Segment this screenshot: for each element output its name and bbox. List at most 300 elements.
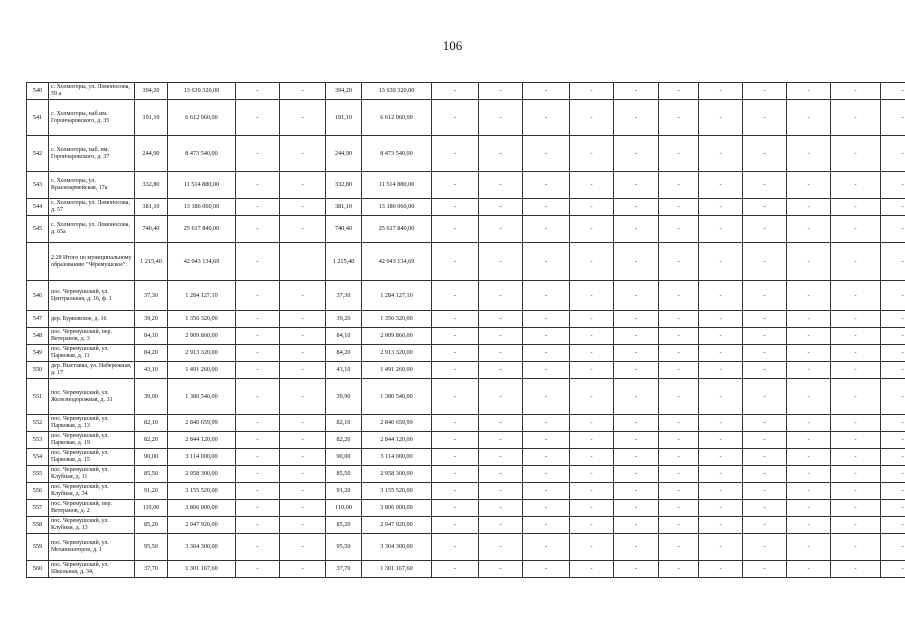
dash-cell: - [787, 534, 831, 561]
area-cell: 85,20 [135, 517, 168, 534]
dash-cell: - [881, 362, 905, 379]
cost-cell: 25 617 840,00 [168, 216, 236, 243]
dash-cell: - [236, 216, 280, 243]
address-cell: пос. Черемушский, ул. Центральная, д. 16, ф. 1 [49, 281, 135, 311]
dash-cell: - [743, 379, 787, 415]
row-number: 552 [27, 415, 49, 432]
table-row [27, 449, 905, 466]
cost-cell: 2 947 920,00 [362, 517, 432, 534]
dash-cell: - [570, 379, 614, 415]
dash-cell: - [236, 83, 280, 100]
table-row [27, 432, 905, 449]
dash-cell: - [831, 345, 881, 362]
dash-cell: - [831, 216, 881, 243]
dash-cell: - [881, 100, 905, 136]
dash-cell: - [479, 328, 523, 345]
row-number: 555 [27, 466, 49, 483]
dash-cell: - [432, 311, 479, 328]
cost-cell: 11 514 880,00 [168, 172, 236, 199]
dash-cell: - [699, 466, 743, 483]
dash-cell: - [280, 216, 326, 243]
dash-cell: - [236, 483, 280, 500]
cost-cell: 2 909 860,00 [168, 328, 236, 345]
cost-cell: 1 356 320,00 [362, 311, 432, 328]
area-cell: 39,20 [135, 311, 168, 328]
dash-cell: - [699, 561, 743, 578]
cost-cell: 2 844 120,00 [362, 432, 432, 449]
dash-cell: - [743, 449, 787, 466]
cost-cell: 42 043 134,69 [168, 243, 236, 281]
dash-cell: - [881, 517, 905, 534]
address-cell: 2.28 Итого по муниципальному образованию "Чёремушское": [49, 243, 135, 281]
dash-cell: - [432, 281, 479, 311]
dash-cell: - [570, 172, 614, 199]
cost-cell: 3 155 520,00 [168, 483, 236, 500]
dash-cell: - [614, 281, 659, 311]
address-cell: с. Холмогоры, ул. Красноармейская, 17а [49, 172, 135, 199]
area-cell: 110,00 [135, 500, 168, 517]
dash-cell: - [831, 328, 881, 345]
dash-cell: - [699, 432, 743, 449]
dash-cell: - [432, 362, 479, 379]
dash-cell: - [831, 172, 881, 199]
dash-cell: - [523, 216, 570, 243]
dash-cell: - [523, 362, 570, 379]
dash-cell: - [280, 83, 326, 100]
dash-cell: - [479, 432, 523, 449]
dash-cell: - [881, 136, 905, 172]
cost-cell: 13 639 320,00 [168, 83, 236, 100]
dash-cell: - [659, 136, 699, 172]
row-number: 547 [27, 311, 49, 328]
dash-cell: - [831, 362, 881, 379]
dash-cell: - [787, 362, 831, 379]
dash-cell: - [523, 534, 570, 561]
dash-cell: - [479, 172, 523, 199]
dash-cell: - [787, 379, 831, 415]
row-number: 559 [27, 534, 49, 561]
dash-cell: - [432, 415, 479, 432]
dash-cell: - [236, 281, 280, 311]
dash-cell: - [743, 328, 787, 345]
dash-cell: - [787, 199, 831, 216]
dash-cell: - [570, 328, 614, 345]
dash-cell: - [831, 415, 881, 432]
dash-cell: - [787, 216, 831, 243]
cost-cell: 1 301 167,60 [362, 561, 432, 578]
dash-cell: - [787, 83, 831, 100]
area-cell: 37,70 [135, 561, 168, 578]
dash-cell: - [659, 243, 699, 281]
dash-cell: - [743, 483, 787, 500]
table-row [27, 466, 905, 483]
dash-cell: - [432, 500, 479, 517]
dash-cell: - [479, 243, 523, 281]
dash-cell: - [614, 534, 659, 561]
table-row [27, 83, 905, 100]
dash-cell: - [570, 466, 614, 483]
dash-cell: - [280, 534, 326, 561]
dash-cell: - [743, 415, 787, 432]
dash-cell: - [659, 483, 699, 500]
dash-cell: - [570, 517, 614, 534]
cost-cell: 2 844 120,00 [168, 432, 236, 449]
row-number: 548 [27, 328, 49, 345]
dash-cell: - [280, 561, 326, 578]
dash-cell: - [831, 449, 881, 466]
area-cell: 37,30 [135, 281, 168, 311]
dash-cell: - [699, 517, 743, 534]
dash-cell: - [787, 561, 831, 578]
dash-cell: - [614, 362, 659, 379]
dash-cell: - [280, 100, 326, 136]
cost-cell: 2 840 659,99 [168, 415, 236, 432]
page-number: 106 [442, 38, 463, 53]
dash-cell: - [881, 432, 905, 449]
dash-cell: - [787, 172, 831, 199]
dash-cell: - [831, 466, 881, 483]
area-cell: 39,90 [135, 379, 168, 415]
cost-cell: 3 304 300,00 [362, 534, 432, 561]
dash-cell: - [699, 199, 743, 216]
dash-cell: - [523, 483, 570, 500]
cost-cell: 13 186 060,00 [362, 199, 432, 216]
address-cell: пос. Черемушский, ул. Парковая, д. 13 [49, 415, 135, 432]
dash-cell: - [236, 100, 280, 136]
area-cell: 85,20 [326, 517, 362, 534]
dash-cell: - [659, 362, 699, 379]
area-cell: 85,50 [135, 466, 168, 483]
dash-cell: - [699, 449, 743, 466]
row-number: 546 [27, 281, 49, 311]
dash-cell: - [570, 561, 614, 578]
address-cell: пос. Черемушский, ул. Парковая, д. 19 [49, 432, 135, 449]
dash-cell: - [280, 517, 326, 534]
row-number: 545 [27, 216, 49, 243]
dash-cell: - [787, 136, 831, 172]
dash-cell: - [523, 432, 570, 449]
dash-cell: - [743, 345, 787, 362]
dash-cell: - [787, 100, 831, 136]
table-row [27, 311, 905, 328]
area-cell: 91,20 [326, 483, 362, 500]
row-number: 551 [27, 379, 49, 415]
dash-cell: - [831, 281, 881, 311]
area-cell: 740,40 [135, 216, 168, 243]
dash-cell: - [787, 345, 831, 362]
dash-cell: - [743, 243, 787, 281]
dash-cell: - [787, 449, 831, 466]
dash-cell: - [479, 415, 523, 432]
dash-cell: - [787, 415, 831, 432]
dash-cell: - [236, 136, 280, 172]
dash-cell: - [570, 432, 614, 449]
table-body [27, 83, 905, 578]
dash-cell: - [831, 83, 881, 100]
dash-cell: - [280, 449, 326, 466]
row-number: 557 [27, 500, 49, 517]
cost-cell: 6 612 060,00 [362, 100, 432, 136]
dash-cell: - [659, 432, 699, 449]
cost-cell: 1 380 540,00 [362, 379, 432, 415]
address-cell: с. Холмогоры, наб. им. Горончаровского, д. 37 [49, 136, 135, 172]
dash-cell: - [432, 379, 479, 415]
dash-cell: - [787, 432, 831, 449]
cost-cell: 3 304 300,00 [168, 534, 236, 561]
cost-cell: 2 840 659,99 [362, 415, 432, 432]
table-row [27, 534, 905, 561]
dash-cell: - [523, 199, 570, 216]
dash-cell: - [236, 243, 280, 281]
dash-cell: - [881, 466, 905, 483]
dash-cell: - [523, 345, 570, 362]
dash-cell: - [570, 243, 614, 281]
row-number: 553 [27, 432, 49, 449]
dash-cell: - [614, 136, 659, 172]
dash-cell: - [699, 345, 743, 362]
area-cell: 394,20 [326, 83, 362, 100]
cost-cell: 3 114 000,00 [362, 449, 432, 466]
dash-cell: - [280, 281, 326, 311]
dash-cell: - [432, 243, 479, 281]
dash-cell: - [280, 172, 326, 199]
area-cell: 191,10 [135, 100, 168, 136]
dash-cell: - [787, 483, 831, 500]
dash-cell: - [881, 483, 905, 500]
dash-cell: - [479, 199, 523, 216]
cost-cell: 25 617 840,00 [362, 216, 432, 243]
dash-cell: - [236, 500, 280, 517]
cost-cell: 1 284 127,10 [168, 281, 236, 311]
area-cell: 43,10 [135, 362, 168, 379]
dash-cell: - [881, 328, 905, 345]
dash-cell: - [614, 517, 659, 534]
dash-cell: - [831, 243, 881, 281]
dash-cell: - [831, 311, 881, 328]
cost-cell: 8 473 540,00 [362, 136, 432, 172]
dash-cell: - [479, 281, 523, 311]
dash-cell: - [699, 415, 743, 432]
dash-cell: - [699, 136, 743, 172]
dash-cell: - [523, 281, 570, 311]
table-row [27, 172, 905, 199]
dash-cell: - [699, 83, 743, 100]
dash-cell: - [614, 415, 659, 432]
dash-cell: - [432, 199, 479, 216]
dash-cell: - [432, 172, 479, 199]
dash-cell: - [659, 415, 699, 432]
cost-cell: 2 958 300,00 [362, 466, 432, 483]
dash-cell: - [787, 311, 831, 328]
dash-cell: - [432, 561, 479, 578]
dash-cell: - [236, 449, 280, 466]
area-cell: 37,70 [326, 561, 362, 578]
cost-cell: 42 043 134,69 [362, 243, 432, 281]
area-cell: 381,10 [135, 199, 168, 216]
dash-cell: - [699, 534, 743, 561]
dash-cell: - [659, 83, 699, 100]
dash-cell: - [743, 517, 787, 534]
dash-cell: - [570, 199, 614, 216]
area-cell: 95,50 [135, 534, 168, 561]
dash-cell: - [699, 172, 743, 199]
dash-cell: - [831, 100, 881, 136]
dash-cell: - [432, 466, 479, 483]
dash-cell: - [570, 311, 614, 328]
dash-cell: - [831, 483, 881, 500]
dash-cell: - [659, 466, 699, 483]
dash-cell: - [570, 534, 614, 561]
cost-cell: 1 491 260,00 [168, 362, 236, 379]
dash-cell: - [699, 281, 743, 311]
dash-cell: - [831, 534, 881, 561]
area-cell: 90,00 [135, 449, 168, 466]
dash-cell: - [614, 199, 659, 216]
dash-cell: - [432, 534, 479, 561]
dash-cell: - [881, 172, 905, 199]
dash-cell: - [743, 534, 787, 561]
dash-cell: - [236, 172, 280, 199]
dash-cell: - [432, 432, 479, 449]
address-cell: пос. Черемушский, ул. Клубная, д. 11 [49, 466, 135, 483]
dash-cell: - [479, 379, 523, 415]
dash-cell: - [614, 466, 659, 483]
address-cell: пос. Черемушский, пер. Ветеранов, д. 2 [49, 500, 135, 517]
dash-cell: - [659, 311, 699, 328]
dash-cell: - [570, 362, 614, 379]
dash-cell: - [570, 136, 614, 172]
dash-cell: - [280, 466, 326, 483]
area-cell: 244,90 [326, 136, 362, 172]
table-row [27, 517, 905, 534]
cost-cell: 1 284 127,10 [362, 281, 432, 311]
area-cell: 394,20 [135, 83, 168, 100]
table-row [27, 500, 905, 517]
dash-cell: - [280, 199, 326, 216]
table-row [27, 379, 905, 415]
address-cell: с. Холмогоры, ул. Ломоносова, 59 а [49, 83, 135, 100]
dash-cell: - [614, 500, 659, 517]
area-cell: 84,10 [135, 328, 168, 345]
dash-cell: - [570, 100, 614, 136]
dash-cell: - [479, 517, 523, 534]
dash-cell: - [831, 199, 881, 216]
dash-cell: - [743, 311, 787, 328]
dash-cell: - [523, 172, 570, 199]
table-row [27, 136, 905, 172]
address-cell: пос. Черемушский, ул. Школьная, д. 34, [49, 561, 135, 578]
dash-cell: - [831, 561, 881, 578]
area-cell: 1 215,40 [326, 243, 362, 281]
row-number: 541 [27, 100, 49, 136]
address-cell: пос. Черемушский, пер. Ветеранов, д. 3 [49, 328, 135, 345]
dash-cell: - [614, 216, 659, 243]
address-cell: с. Холмогоры, ул. Ломоносова, д. 65а [49, 216, 135, 243]
area-cell: 244,90 [135, 136, 168, 172]
dash-cell: - [570, 345, 614, 362]
dash-cell: - [280, 328, 326, 345]
area-cell: 84,10 [326, 328, 362, 345]
dash-cell: - [523, 517, 570, 534]
dash-cell: - [659, 534, 699, 561]
dash-cell: - [699, 362, 743, 379]
dash-cell: - [787, 243, 831, 281]
address-cell: пос. Черемушский, ул. Клубная, д. 13 [49, 517, 135, 534]
dash-cell: - [432, 136, 479, 172]
dash-cell: - [743, 216, 787, 243]
dash-cell: - [523, 379, 570, 415]
dash-cell: - [614, 311, 659, 328]
dash-cell: - [280, 362, 326, 379]
cost-cell: 1 380 540,00 [168, 379, 236, 415]
area-cell: 82,10 [326, 415, 362, 432]
dash-cell: - [280, 136, 326, 172]
cost-cell: 2 913 320,00 [168, 345, 236, 362]
dash-cell: - [614, 328, 659, 345]
dash-cell: - [881, 561, 905, 578]
dash-cell: - [479, 483, 523, 500]
row-number: 540 [27, 83, 49, 100]
dash-cell: - [614, 100, 659, 136]
address-cell: пос. Черемушский, ул. Клубная, д. 34 [49, 483, 135, 500]
dash-cell: - [787, 500, 831, 517]
address-cell: с. Холмогоры, ул. Ломоносова, д. 57 [49, 199, 135, 216]
cost-cell: 6 612 060,00 [168, 100, 236, 136]
dash-cell: - [523, 415, 570, 432]
dash-cell: - [699, 311, 743, 328]
dash-cell: - [743, 362, 787, 379]
dash-cell: - [614, 379, 659, 415]
area-cell: 39,20 [326, 311, 362, 328]
dash-cell: - [479, 449, 523, 466]
dash-cell: - [570, 415, 614, 432]
dash-cell: - [699, 379, 743, 415]
area-cell: 110,00 [326, 500, 362, 517]
area-cell: 332,80 [326, 172, 362, 199]
dash-cell: - [881, 83, 905, 100]
address-cell: пос. Черемушский, ул. Парковая, д. 11 [49, 345, 135, 362]
area-cell: 1 215,40 [135, 243, 168, 281]
dash-cell: - [479, 500, 523, 517]
dash-cell: - [236, 199, 280, 216]
row-number: 556 [27, 483, 49, 500]
dash-cell: - [570, 83, 614, 100]
dash-cell: - [236, 345, 280, 362]
dash-cell [280, 243, 326, 281]
dash-cell: - [614, 432, 659, 449]
dash-cell: - [236, 379, 280, 415]
dash-cell: - [432, 328, 479, 345]
address-cell: дер. Выставка, ул. Набережная, д. 17 [49, 362, 135, 379]
dash-cell: - [614, 483, 659, 500]
dash-cell: - [881, 216, 905, 243]
cost-cell: 8 473 540,00 [168, 136, 236, 172]
dash-cell: - [659, 500, 699, 517]
dash-cell: - [570, 216, 614, 243]
dash-cell: - [523, 466, 570, 483]
dash-cell: - [743, 100, 787, 136]
dash-cell: - [479, 100, 523, 136]
area-cell: 43,10 [326, 362, 362, 379]
register-table [26, 82, 905, 578]
dash-cell: - [743, 466, 787, 483]
dash-cell: - [699, 243, 743, 281]
area-cell: 332,80 [135, 172, 168, 199]
dash-cell: - [614, 449, 659, 466]
table-row [27, 561, 905, 578]
row-number: 554 [27, 449, 49, 466]
dash-cell: - [236, 561, 280, 578]
